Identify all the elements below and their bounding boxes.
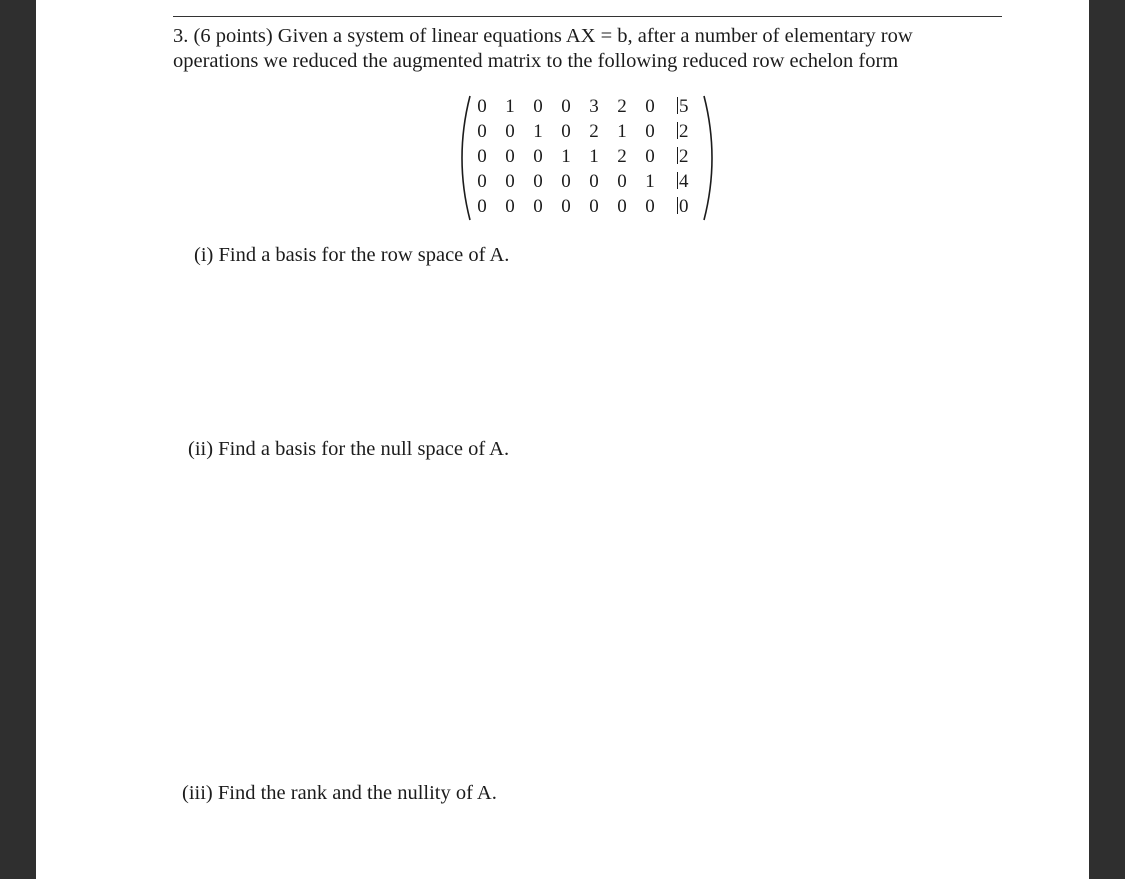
- matrix-cell: 0: [477, 171, 487, 192]
- matrix-cell: 0: [533, 96, 543, 117]
- matrix-cell: 2: [589, 121, 599, 142]
- matrix-cell: 0: [477, 146, 487, 167]
- matrix-cell: 0: [477, 196, 487, 217]
- matrix-row: [456, 196, 718, 222]
- matrix-cell: 0: [505, 171, 515, 192]
- matrix-cell: 0: [505, 121, 515, 142]
- left-dark-margin: [0, 0, 36, 879]
- problem-line-1: 3. (6 points) Given a system of linear equations AX = b, after a number of elementary row: [173, 25, 913, 47]
- matrix-cell: 0: [561, 96, 571, 117]
- matrix-cell: 0: [477, 96, 487, 117]
- matrix-row: [456, 146, 718, 172]
- part-ii: (ii) Find a basis for the null space of A.: [188, 438, 510, 460]
- augment-separator: [677, 97, 678, 114]
- matrix-cell: 0: [477, 121, 487, 142]
- augment-separator: [677, 122, 678, 139]
- matrix-row: [456, 96, 718, 122]
- augmented-value-text: 4: [679, 171, 689, 192]
- problem-line-2: operations we reduced the augmented matrix to the following reduced row echelon form: [173, 50, 899, 72]
- augmented-value: [677, 96, 689, 118]
- matrix-row: [456, 121, 718, 147]
- part-iii: (iii) Find the rank and the nullity of A.: [182, 782, 497, 804]
- matrix-row: [456, 171, 718, 197]
- matrix-cell: 0: [561, 171, 571, 192]
- matrix-cell: 0: [533, 146, 543, 167]
- matrix-cell: 0: [645, 121, 655, 142]
- augmented-value: [677, 171, 689, 193]
- matrix-cell: 0: [645, 146, 655, 167]
- augmented-value-text: 2: [679, 146, 689, 167]
- document-page: [36, 0, 1089, 879]
- matrix-cell: 1: [505, 96, 515, 117]
- matrix-cell: 2: [617, 96, 627, 117]
- matrix-cell: 1: [617, 121, 627, 142]
- matrix-cell: 0: [645, 196, 655, 217]
- matrix-cell: 0: [533, 196, 543, 217]
- top-rule: [173, 16, 1002, 17]
- matrix-cell: 0: [617, 171, 627, 192]
- matrix-cell: 0: [561, 196, 571, 217]
- matrix-cell: 0: [617, 196, 627, 217]
- augmented-value: [677, 196, 689, 218]
- matrix-cell: 2: [617, 146, 627, 167]
- matrix-cell: 0: [533, 171, 543, 192]
- augment-separator: [677, 197, 678, 214]
- augmented-value-text: 0: [679, 196, 689, 217]
- augmented-value: [677, 121, 689, 143]
- matrix-cell: 0: [645, 96, 655, 117]
- matrix-cell: 0: [505, 196, 515, 217]
- augmented-matrix: [456, 92, 718, 224]
- matrix-cell: 3: [589, 96, 599, 117]
- augmented-value-text: 2: [679, 121, 689, 142]
- matrix-cell: 1: [561, 146, 571, 167]
- matrix-cell: 1: [533, 121, 543, 142]
- matrix-cell: 0: [589, 171, 599, 192]
- augmented-value: [677, 146, 689, 168]
- matrix-cell: 1: [589, 146, 599, 167]
- matrix-cell: 0: [589, 196, 599, 217]
- augment-separator: [677, 147, 678, 164]
- part-i: (i) Find a basis for the row space of A.: [194, 244, 510, 266]
- augment-separator: [677, 172, 678, 189]
- augmented-value-text: 5: [679, 96, 689, 117]
- matrix-cell: 1: [645, 171, 655, 192]
- matrix-cell: 0: [561, 121, 571, 142]
- right-dark-margin: [1089, 0, 1125, 879]
- matrix-cell: 0: [505, 146, 515, 167]
